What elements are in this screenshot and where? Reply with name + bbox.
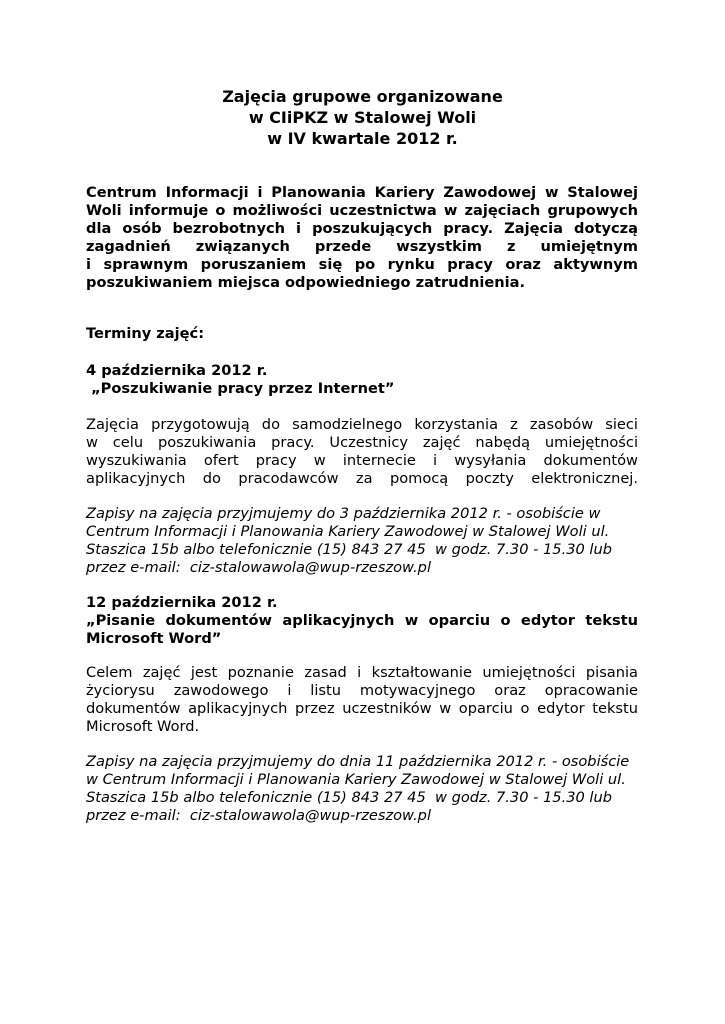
session2-title-line: „Pisanie dokumentów aplikacyjnych w oparciu o edytor tekstu: [86, 612, 638, 629]
session2-note-line: Staszica 15b albo telefonicznie (15) 843 27 45 w godz. 7.30 - 15.30 lub: [86, 789, 613, 806]
intro-line: i sprawnym poruszaniem się po rynku pracy oraz aktywnym: [86, 256, 638, 273]
session1-title-text: „Poszukiwanie pracy przez Internet”: [86, 380, 395, 397]
session2-description-line: Microsoft Word.: [86, 718, 200, 735]
intro-line: dla osób bezrobotnych i poszukujących pracy. Zajęcia dotyczą: [86, 220, 638, 237]
session1-description-line: Zajęcia przygotowują do samodzielnego korzystania z zasobów sieci: [86, 416, 638, 433]
session2-note-line: przez e-mail: ciz-stalowawola@wup-rzeszow.pl: [86, 807, 432, 824]
session2-registration-note: [86, 753, 638, 825]
session2-description-line: życiorysu zawodowego i listu motywacyjnego oraz opracowanie: [86, 682, 638, 699]
title-line: w IV kwartale 2012 r.: [267, 129, 458, 148]
intro-line: zagadnień związanych przede wszystkim z umiejętnym: [86, 238, 638, 255]
session1-description-line: aplikacyjnych do pracodawców za pomocą poczty elektronicznej.: [86, 470, 638, 487]
session2-title: [86, 612, 638, 648]
intro-paragraph: [86, 184, 638, 292]
intro-line: poszukiwaniem miejsca odpowiedniego zatrudnienia.: [86, 274, 526, 291]
session1-title: [86, 380, 638, 398]
intro-line: Woli informuje o możliwości uczestnictwa w zajęciach grupowych: [86, 202, 638, 219]
session1-description-line: w celu poszukiwania pracy. Uczestnicy zajęć nabędą umiejętności: [86, 434, 638, 451]
title-line: w CIiPKZ w Stalowej Woli: [248, 108, 477, 127]
session1-note-line: Centrum Informacji i Planowania Kariery Zawodowej w Stalowej Woli ul.: [86, 523, 610, 540]
session1-registration-note: [86, 505, 638, 577]
session1-note-line: przez e-mail: ciz-stalowawola@wup-rzeszow.pl: [86, 559, 432, 576]
session2-title-line: Microsoft Word”: [86, 630, 222, 647]
document-title: [0, 86, 725, 149]
session1-description-line: wyszukiwania ofert pracy w internecie i wysyłania dokumentów: [86, 452, 638, 469]
session2-description: [86, 664, 638, 736]
session2-note-line: w Centrum Informacji i Planowania Kariery Zawodowej w Stalowej Woli ul.: [86, 771, 626, 788]
session2-description-line: Celem zajęć jest poznanie zasad i kształtowanie umiejętności pisania: [86, 664, 638, 681]
session2-description-line: dokumentów aplikacyjnych przez uczestników w oparciu o edytor tekstu: [86, 700, 638, 717]
session1-description: [86, 416, 638, 488]
title-line: Zajęcia grupowe organizowane: [222, 87, 503, 106]
session2-note-line: Zapisy na zajęcia przyjmujemy do dnia 11 października 2012 r. - osobiście: [86, 753, 630, 770]
session1-note-line: Zapisy na zajęcia przyjmujemy do 3 października 2012 r. - osobiście w: [86, 505, 601, 522]
terms-heading: Terminy zajęć:: [86, 325, 205, 342]
session2-date: 12 października 2012 r.: [86, 594, 278, 611]
session1-note-line: Staszica 15b albo telefonicznie (15) 843 27 45 w godz. 7.30 - 15.30 lub: [86, 541, 613, 558]
intro-line: Centrum Informacji i Planowania Kariery Zawodowej w Stalowej: [86, 184, 638, 201]
session1-date: 4 października 2012 r.: [86, 362, 268, 379]
